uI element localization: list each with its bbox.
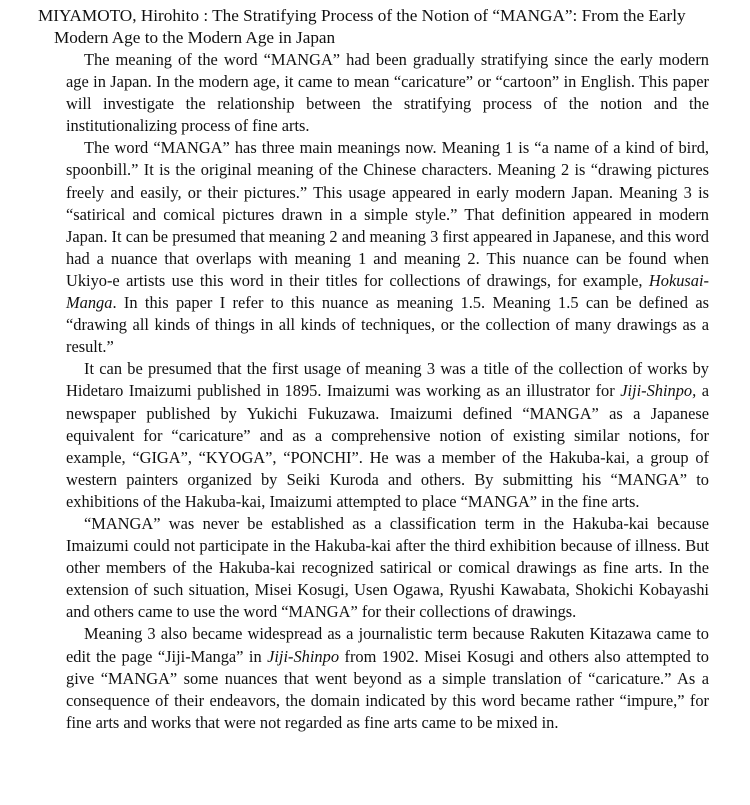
paragraph-5 [66,623,709,733]
paragraph-3 [66,358,709,513]
paragraph-4: “MANGA” was never be established as a classification term in the Hakuba-kai because Imaizumi could not participate in the Hakuba-kai after the third exhibition because of illness. But other members of the Hakuba-kai recognized satirical or comical drawings as fine arts. In the extension of such situation, Misei Kosugi, Usen Ogawa, Ryushi Kawabata, Shokichi Kobayashi and others came to use the word “MANGA” for their collections of drawings. [66,513,709,622]
paragraph-2-text-b: . In this paper I refer to this nuance as meaning 1.5. Meaning 1.5 can be defined as “drawing all kinds of things in all kinds of techniques, or the collection of many drawings as a result.” [66,293,709,357]
article-heading: MIYAMOTO, Hirohito : The Stratifying Process of the Notion of “MANGA”: From the Early Modern Age to the Modern Age in Japan [38,6,686,47]
paragraph-2-text-a: The word “MANGA” has three main meanings now. Meaning 1 is “a name of a kind of bird, spoonbill.” It is the original meaning of the Chinese characters. Meaning 2 is “drawing pictures freely and easily, or their pictures.” This usage appeared in early modern Japan. Meaning 3 is “satirical and comical pictures drawn in a simple style.” That definition appeared in modern Japan. It can be presumed that meaning 2 and meaning 3 first appeared in Japanese, and this word had a nuance that overlaps with meaning 1 and meaning 2. This nuance can be found when Ukiyo-e artists use this word in their titles for collections of drawings, for example, [66,138,709,290]
paragraph-5-text-a: Meaning 3 also became widespread as a journalistic term because Rakuten Kitazawa came to edit the page “Jiji-Manga” in [66,624,709,666]
paragraph-2 [66,137,709,358]
paragraph-2-italic-title: Hokusai-Manga [66,270,710,313]
paragraph-3-italic-title: Jiji-Shinpo, [620,381,697,401]
paragraph-5-text-b: from 1902. Misei Kosugi and others also attempted to give “MANGA” some nuances that went beyond as a simple translation of “caricature.” As a consequence of their endeavors, the domain indicated by this word became rather “impure,” for fine arts and works that were not regarded as fine arts came to be mixed in. [66,646,709,732]
paragraph-3-text-b: a newspaper published by Yukichi Fukuzawa. Imaizumi defined “MANGA” as a Japanese equivalent for “caricature” and as a comprehensive notion of existing similar notions, for example, “GIGA”, “KYOGA”, “PONCHI”. He was a member of the Hakuba-kai, a group of western painters organized by Seiki Kuroda and others. By submitting his “MANGA” to exhibitions of the Hakuba-kai, Imaizumi attempted to place “MANGA” in the fine arts. [66,381,709,511]
paragraph-5-italic-title: Jiji-Shinpo [267,646,340,666]
paragraph-1: The meaning of the word “MANGA” had been gradually stratifying since the early modern age in Japan. In the modern age, it came to mean “caricature” or “cartoon” in English. This paper will investigate the relationship between the stratifying process of the notion and the institutionalizing process of fine arts. [66,50,709,136]
paragraph-3-text-a: It can be presumed that the first usage of meaning 3 was a title of the collection of works by Hidetaro Imaizumi published in 1895. Imaizumi was working as an illustrator for [66,359,709,401]
abstract-body [38,49,709,734]
